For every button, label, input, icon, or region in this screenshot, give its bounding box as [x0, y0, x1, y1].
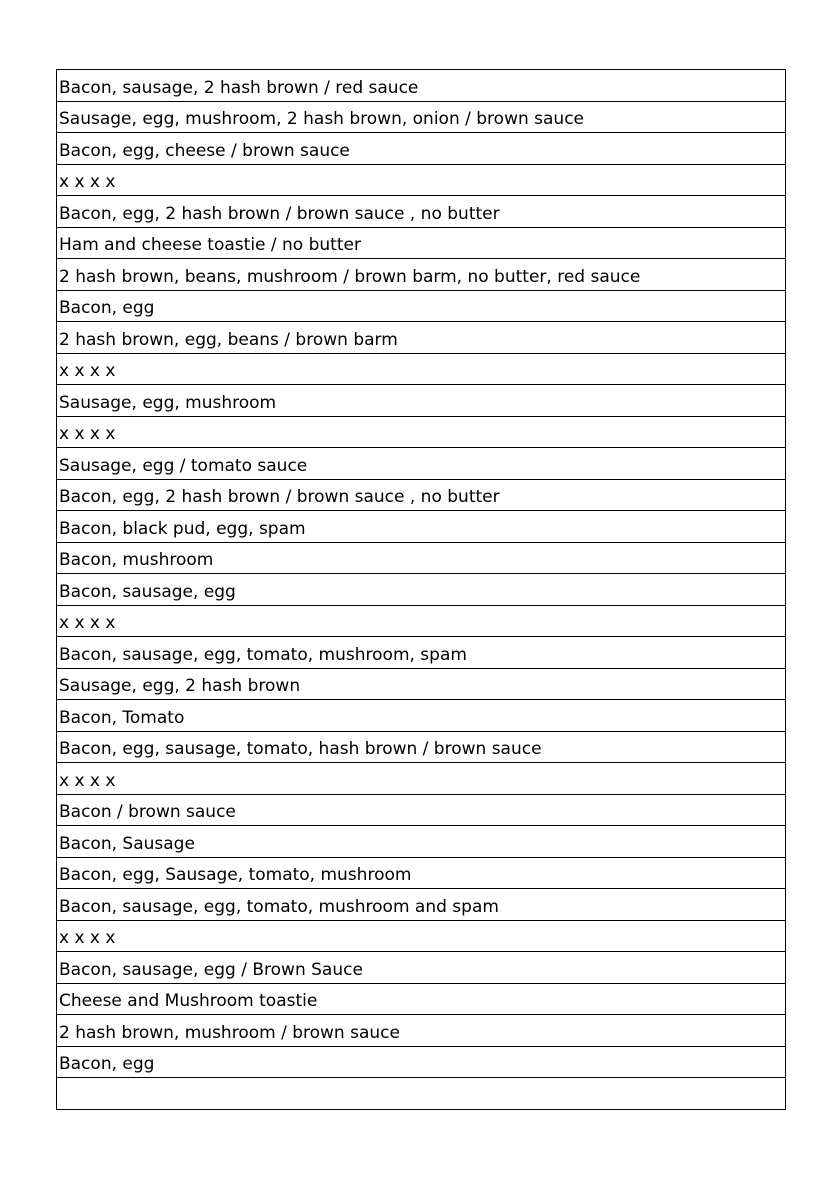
cell-text: Bacon, sausage, egg, tomato, mushroom and spam: [59, 896, 499, 917]
cell-text: Bacon, sausage, egg: [59, 581, 236, 602]
table-row: [57, 669, 785, 701]
cell-text: Bacon, sausage, egg, tomato, mushroom, spam: [59, 644, 467, 665]
table-row: [57, 1047, 785, 1079]
cell-text: 2 hash brown, egg, beans / brown barm: [59, 329, 398, 350]
order-table: [56, 69, 786, 1110]
cell-text: Bacon, egg, Sausage, tomato, mushroom: [59, 865, 412, 886]
table-row: [57, 574, 785, 606]
table-row: [57, 984, 785, 1016]
cell-text: x x x x: [59, 424, 116, 445]
table-row: [57, 417, 785, 449]
cell-text: Bacon, sausage, 2 hash brown / red sauce: [59, 77, 419, 98]
table-row: [57, 921, 785, 953]
table-row: [57, 606, 785, 638]
table-row: [57, 102, 785, 134]
table-row: [57, 858, 785, 890]
cell-text: x x x x: [59, 770, 116, 791]
cell-text: Bacon, sausage, egg / Brown Sauce: [59, 959, 363, 980]
table-row: [57, 291, 785, 323]
cell-text: Bacon, egg, 2 hash brown / brown sauce , no butter: [59, 487, 500, 508]
cell-text: Ham and cheese toastie / no butter: [59, 235, 361, 256]
cell-text: Sausage, egg, 2 hash brown: [59, 676, 301, 697]
cell-text: Bacon, Tomato: [59, 707, 185, 728]
table-row: [57, 543, 785, 575]
table-row: [57, 795, 785, 827]
table-row: [57, 952, 785, 984]
table-row: [57, 511, 785, 543]
cell-text: Bacon, egg: [59, 298, 155, 319]
cell-text: 2 hash brown, beans, mushroom / brown barm, no butter, red sauce: [59, 266, 641, 287]
table-row: [57, 196, 785, 228]
cell-text: Bacon, egg, sausage, tomato, hash brown / brown sauce: [59, 739, 542, 760]
table-row: [57, 700, 785, 732]
table-row: [57, 354, 785, 386]
cell-text: Sausage, egg, mushroom: [59, 392, 277, 413]
table-row: [57, 385, 785, 417]
table-row: [57, 133, 785, 165]
table-row: [57, 763, 785, 795]
cell-text: Bacon, egg, 2 hash brown / brown sauce , no butter: [59, 203, 500, 224]
cell-text: x x x x: [59, 928, 116, 949]
cell-text: x x x x: [59, 613, 116, 634]
table-row: [57, 322, 785, 354]
cell-text: 2 hash brown, mushroom / brown sauce: [59, 1022, 400, 1043]
table-row: [57, 826, 785, 858]
table-row: [57, 732, 785, 764]
table-row: [57, 480, 785, 512]
cell-text: Bacon, egg: [59, 1054, 155, 1075]
cell-text: Bacon, black pud, egg, spam: [59, 518, 306, 539]
table-row: [57, 165, 785, 197]
table-row: [57, 1015, 785, 1047]
cell-text: Cheese and Mushroom toastie: [59, 991, 318, 1012]
table-row: [57, 637, 785, 669]
table-row: [57, 259, 785, 291]
cell-text: x x x x: [59, 361, 116, 382]
table-row: [57, 70, 785, 102]
table-row-empty: [57, 1078, 785, 1110]
table-row: [57, 448, 785, 480]
table-row: [57, 889, 785, 921]
cell-text: x x x x: [59, 172, 116, 193]
cell-text: Bacon, mushroom: [59, 550, 214, 571]
cell-text: Sausage, egg / tomato sauce: [59, 455, 308, 476]
cell-text: Sausage, egg, mushroom, 2 hash brown, onion / brown sauce: [59, 109, 585, 130]
cell-text: Bacon / brown sauce: [59, 802, 236, 823]
table-row: [57, 228, 785, 260]
cell-text: Bacon, egg, cheese / brown sauce: [59, 140, 350, 161]
cell-text: Bacon, Sausage: [59, 833, 195, 854]
